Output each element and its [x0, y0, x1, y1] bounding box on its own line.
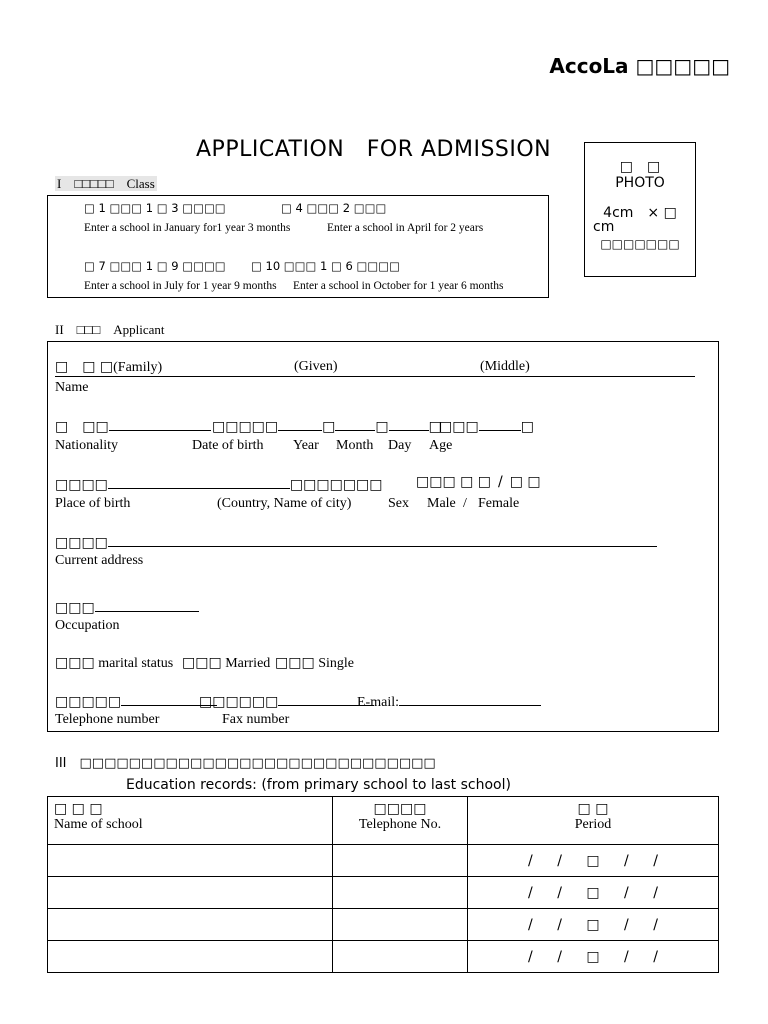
age-jp-label: □□□: [439, 419, 479, 435]
name-en-label: Name: [55, 380, 89, 395]
fax-en-label: Fax number: [222, 712, 290, 727]
school-name-cell[interactable]: [48, 877, 333, 909]
marital-married-option[interactable]: [182, 655, 270, 672]
class-option-april-en: Enter a school in April for 2 years: [327, 222, 484, 234]
class-option-january[interactable]: □ 1 □□□ 1 □ 3 □□□□: [84, 201, 226, 215]
form-title: APPLICATION FOR ADMISSION: [196, 137, 552, 162]
name-given-label: (Given): [294, 359, 338, 374]
school-name-cell[interactable]: [48, 941, 333, 973]
email-label: E-mail:: [357, 695, 399, 710]
sex-separator: /: [463, 496, 467, 511]
education-table: [47, 796, 719, 973]
school-name-cell[interactable]: [48, 909, 333, 941]
section-education-label: III □□□□□□□□□□□□□□□□□□□□□□□□□□□□□: [55, 756, 436, 771]
sex-female-label: Female: [478, 496, 520, 511]
header-telephone-jp: □□□□: [373, 801, 427, 817]
age-field[interactable]: [439, 416, 534, 435]
period-cell[interactable]: / / □ / /: [468, 941, 719, 973]
pob-jp-hint: □□□□□□□: [289, 477, 383, 493]
address-field[interactable]: [55, 532, 657, 551]
dob-year-mark: □: [322, 419, 336, 435]
occupation-jp-label: □□□: [55, 600, 95, 616]
brand-name: AccoLa □□□□□: [549, 54, 730, 78]
single-label: Single: [318, 656, 354, 671]
address-en-label: Current address: [55, 553, 144, 568]
dob-en-label: Date of birth: [192, 438, 264, 453]
sex-checkboxes[interactable]: □□□ □ □ / □ □: [416, 474, 541, 490]
header-period-en: Period: [574, 817, 612, 832]
header-school: [48, 797, 333, 845]
sex-male-label: Male: [427, 496, 456, 511]
pob-field[interactable]: [55, 474, 383, 493]
school-name-cell[interactable]: [48, 845, 333, 877]
marital-jp-label: □□□: [55, 655, 95, 671]
photo-note: □□□□□□□: [600, 237, 680, 251]
name-jp-label: □ □ □: [55, 359, 114, 375]
section-applicant-label: II □□□ Applicant: [55, 322, 165, 337]
class-option-january-en: Enter a school in January for1 year 3 months: [84, 222, 291, 234]
class-option-october[interactable]: □ 10 □□□ 1 □ 6 □□□□: [251, 259, 400, 273]
section-class-label: [55, 176, 157, 192]
dob-day-en: Day: [388, 438, 412, 453]
address-jp-label: □□□□: [55, 535, 108, 551]
class-option-july[interactable]: □ 7 □□□ 1 □ 9 □□□□: [84, 259, 226, 273]
nationality-en-label: Nationality: [55, 438, 118, 453]
name-field[interactable]: [55, 359, 695, 377]
header-telephone: [333, 797, 468, 845]
table-row: [48, 909, 719, 941]
telephone-jp-label: □□□□□: [55, 694, 122, 710]
photo-label: PHOTO: [615, 175, 665, 191]
period-cell[interactable]: / / □ / /: [468, 909, 719, 941]
fax-jp-label: □□□□□□: [199, 694, 279, 710]
single-checkbox[interactable]: □□□: [275, 655, 315, 671]
occupation-field[interactable]: [55, 597, 199, 616]
period-cell[interactable]: / / □ / /: [468, 877, 719, 909]
married-checkbox[interactable]: □□□: [182, 655, 222, 671]
name-middle-label: (Middle): [480, 359, 530, 374]
fax-field[interactable]: [199, 691, 374, 710]
dob-month-mark: □: [375, 419, 389, 435]
telephone-field[interactable]: [55, 691, 217, 710]
table-row: [48, 941, 719, 973]
marital-single-option[interactable]: [275, 655, 354, 672]
class-option-april[interactable]: □ 4 □□□ 2 □□□: [281, 201, 387, 215]
header-period-jp: □ □: [577, 801, 609, 817]
pob-en-label: Place of birth: [55, 496, 131, 511]
age-suffix: □: [520, 419, 534, 435]
nationality-field[interactable]: [55, 416, 211, 435]
class-option-october-en: Enter a school in October for 1 year 6 months: [293, 280, 504, 292]
header-school-jp: □ □ □: [54, 801, 103, 817]
school-telephone-cell[interactable]: [333, 941, 468, 973]
dob-field[interactable]: [212, 416, 442, 435]
occupation-en-label: Occupation: [55, 618, 120, 633]
sex-en-label: Sex: [388, 496, 409, 511]
marital-en-label: marital status: [98, 656, 174, 671]
education-table-header: [48, 797, 719, 845]
school-telephone-cell[interactable]: [333, 877, 468, 909]
name-family-label: (Family): [113, 360, 163, 375]
nationality-jp-label: □ □□: [55, 419, 109, 435]
marital-status-row: [55, 655, 173, 672]
photo-size-unit: cm: [593, 219, 615, 235]
education-subtitle: Education records: (from primary school to last school): [126, 777, 511, 793]
dob-day-mark: □: [428, 419, 442, 435]
age-en-label: Age: [429, 438, 453, 453]
class-options-box: [47, 195, 549, 298]
dob-jp-label: □□□□□: [212, 419, 279, 435]
header-telephone-en: Telephone No.: [358, 817, 442, 832]
photo-size: 4cm × □: [603, 205, 677, 221]
dob-month-en: Month: [336, 438, 374, 453]
school-telephone-cell[interactable]: [333, 845, 468, 877]
school-telephone-cell[interactable]: [333, 909, 468, 941]
photo-box: [584, 142, 696, 277]
class-option-july-en: Enter a school in July for 1 year 9 months: [84, 280, 277, 292]
period-cell[interactable]: / / □ / /: [468, 845, 719, 877]
pob-hint: (Country, Name of city): [217, 496, 352, 511]
dob-year-en: Year: [293, 438, 319, 453]
telephone-en-label: Telephone number: [55, 712, 160, 727]
photo-jp-label: □ □: [619, 159, 661, 175]
table-row: [48, 845, 719, 877]
pob-jp-label: □□□□: [55, 477, 108, 493]
table-row: [48, 877, 719, 909]
email-field[interactable]: [357, 691, 541, 711]
section-class-title: I □□□□□ Class: [57, 176, 155, 191]
married-label: Married: [225, 656, 271, 671]
header-school-en: Name of school: [54, 817, 143, 832]
header-period: [468, 797, 719, 845]
applicant-box: [47, 341, 719, 732]
